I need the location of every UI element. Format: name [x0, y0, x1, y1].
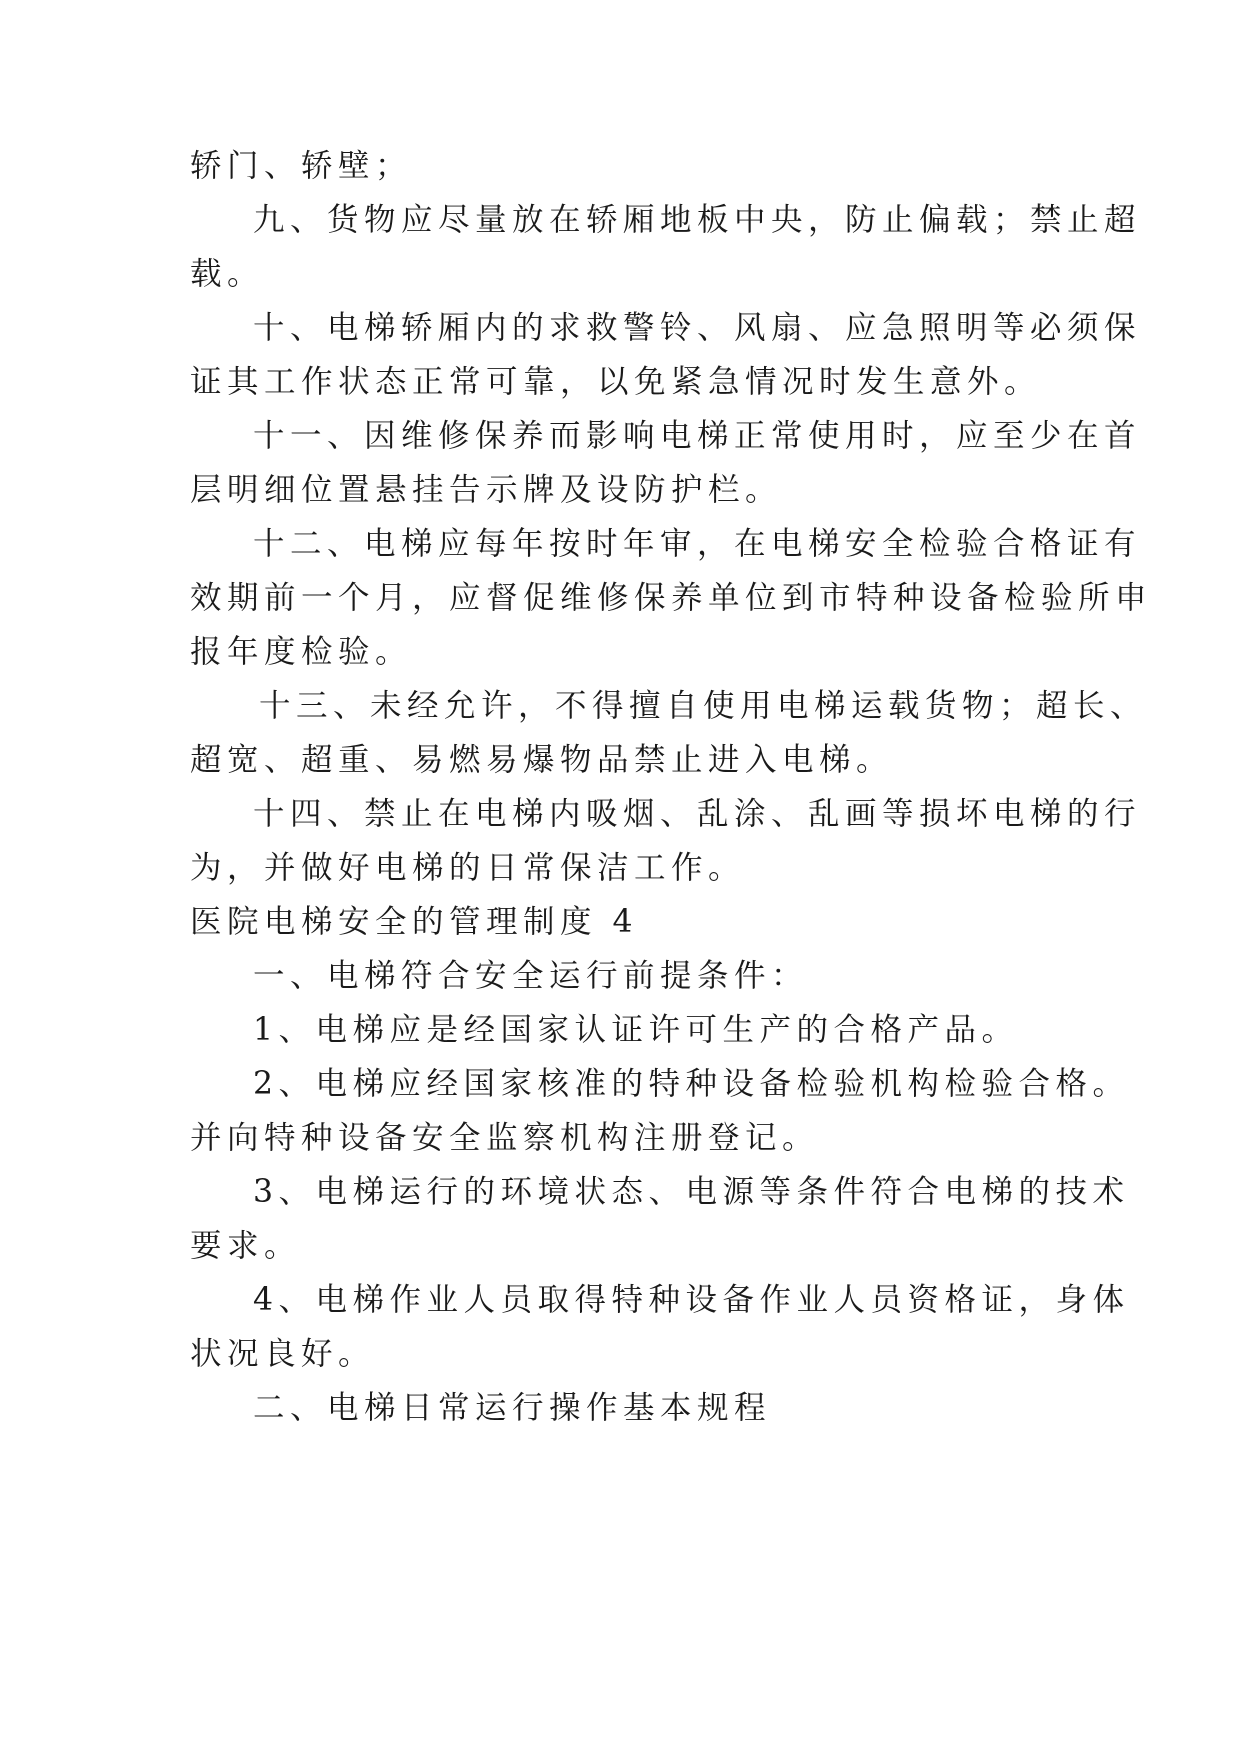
text-line: 轿门、轿壁；	[190, 148, 413, 184]
text-line: 并向特种设备安全监察机构注册登记。	[190, 1120, 820, 1156]
paragraph-line: 十四、禁止在电梯内吸烟、乱涂、乱画等损坏电梯的行	[253, 796, 1142, 832]
paragraph-line: 九、货物应尽量放在轿厢地板中央，防止偏载；禁止超	[253, 202, 1142, 238]
paragraph-line: 十一、因维修保养而影响电梯正常使用时，应至少在首	[253, 418, 1142, 454]
paragraph-line: 二、电梯日常运行操作基本规程	[253, 1390, 772, 1426]
text-line: 层明细位置悬挂告示牌及设防护栏。	[190, 472, 783, 508]
text-line: 效期前一个月，应督促维修保养单位到市特种设备检验所申	[190, 580, 1153, 616]
paragraph-line: 十二、电梯应每年按时年审，在电梯安全检验合格证有	[253, 526, 1142, 562]
section-heading: 医院电梯安全的管理制度 4	[190, 904, 639, 940]
paragraph-line: 3、电梯运行的环境状态、电源等条件符合电梯的技术	[253, 1174, 1130, 1210]
paragraph-line: 1、电梯应是经国家认证许可生产的合格产品。	[253, 1012, 1019, 1048]
text-line: 报年度检验。	[190, 634, 413, 670]
text-line: 状况良好。	[190, 1336, 376, 1372]
paragraph-line: 十、电梯轿厢内的求救警铃、风扇、应急照明等必须保	[253, 310, 1142, 346]
paragraph-line: 2、电梯应经国家核准的特种设备检验机构检验合格。	[253, 1066, 1130, 1102]
paragraph-line: 4、电梯作业人员取得特种设备作业人员资格证，身体	[253, 1282, 1130, 1318]
text-line: 为，并做好电梯的日常保洁工作。	[190, 850, 746, 886]
text-line: 超宽、超重、易燃易爆物品禁止进入电梯。	[190, 742, 894, 778]
paragraph-line: 十三、未经允许，不得擅自使用电梯运载货物；超长、	[259, 688, 1148, 724]
paragraph-line: 一、电梯符合安全运行前提条件：	[253, 958, 809, 994]
text-line: 载。	[190, 256, 265, 292]
text-line: 证其工作状态正常可靠，以免紧急情况时发生意外。	[190, 364, 1042, 400]
text-line: 要求。	[190, 1228, 302, 1264]
